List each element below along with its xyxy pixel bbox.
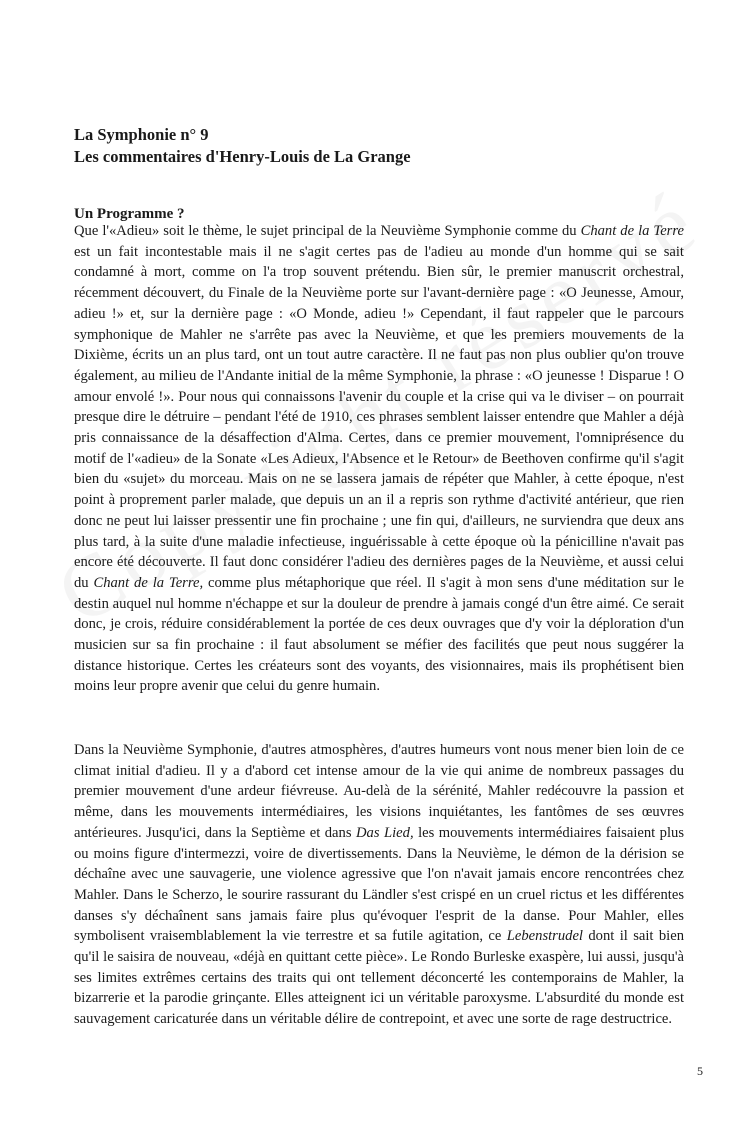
paragraph-text: Que l'«Adieu» soit le thème, le sujet principal de la Neuvième Symphonie comme du [74,223,581,239]
heading-title: La Symphonie n° 9 [74,125,209,144]
italic-title: Lebenstrudel [506,928,583,945]
italic-title: Chant de la Terre [580,223,684,239]
italic-title: Das Lied, [356,824,414,841]
paragraph-text: dont il sait bien qu'il le saisira de nouveau, «déjà en quittant cette pièce». Le Rondo Burleske exaspère, lui aussi, jusqu'à ses limites extrêmes certains des traits qui ont tellement déconcerté les contemporains de Mahler, la bizarrerie et la parodie grinçante. Elles atteignent ici un véritable paroxysme. L'absurdité du monde est sauvagement caricaturée dans un véritable délire de contrepoint, et avec une sorte de rage destructrice. [74,928,684,1028]
italic-title: Chant de la Terre, [93,574,204,591]
paragraph-text: comme plus métaphorique que réel. Il s'agit à mon sens d'une méditation sur le destin auquel nul homme n'échappe et sur la douleur de prendre à jamais congé d'un être aimé. Ce serait donc, je crois, réduire considérablement la portée de ces deux ouvrages que d'y voir la déploration d'un musicien sur sa fin prochaine : il faut absolument se méfier des facilités que peut nous suggérer la distance historique. Certes les créateurs sont des voyants, des visionnaires, mais ils prophétisent bien moins leur propre avenir que celui du genre humain. [74,574,684,695]
heading-subtitle: Les commentaires d'Henry-Louis de La Grange [74,147,411,166]
document-heading [74,124,684,168]
paragraph-1 [74,221,684,697]
paragraph-2 [74,740,684,1030]
paragraph-text: est un fait incontestable mais il ne s'agit certes pas de l'adieu au monde d'un homme qui se sait condamné à mort, comme on l'a trop souvent prétendu. Bien sûr, le premier manuscrit orchestral, récemment découvert, du Finale de la Neuvième porte sur l'avant-dernière page : «O Jeunesse, Amour, adieu !» et, sur la dernière page : «O Monde, adieu !» Cependant, il faut rappeler que le parcours symphonique de Mahler ne s'arrête pas avec la Neuvième, et que les premiers mouvements de la Dixième, écrits un an plus tard, ont un tout autre caractère. Il ne faut pas non plus oublier qu'on trouve également, au milieu de l'Andante initial de la même Symphonie, la phrase : «O jeunesse ! Disparue ! O amour envolé !». Pour nous qui connaissons l'avenir du couple et la crise qui va le diviser – on pourrait presque dire le détruire – pendant l'été de 1910, ces phrases semblent laisser entendre que Mahler a déjà pris connaissance de la désaffection d'Alma. Certes, dans ce premier mouvement, l'omniprésence du motif de l'«adieu» de la Sonate «Les Adieux, l'Absence et le Retour» de Beethoven confirme qu'il s'agit bien du «sujet» du morceau. Mais on ne se lassera jamais de répéter que Mahler, à cette époque, n'est point à proprement parler malade, que depuis un an il a repris son rythme d'activité antérieur, que rien donc ne peut lui laisser pressentir une fin prochaine ; une fin qui, d'ailleurs, ne surviendra que deux ans plus tard, à la suite d'une maladie infectieuse, inguérissable à cette époque où la pénicilline n'avait pas encore été découverte. Il faut donc considérer l'adieu des dernières pages de la Neuvième, et aussi celui du [74,243,684,591]
section-title: Un Programme ? [74,206,185,222]
page-number: 5 [697,1064,703,1078]
paragraph-text: les mouvements intermédiaires faisaient plus ou moins figure d'intermezzi, voire de divertissements. Dans la Neuvième, le démon de la dérision se déchaîne avec une sauvagerie, une violence agressive que l'on n'avait jamais encore rencontrées chez Mahler. Dans le Scherzo, le sourire rassurant du Ländler s'est crispé en un cruel rictus et les différentes danses s'y déchaînent sans jamais faire plus qu'évoquer l'esprit de la danse. Pour Mahler, elles symbolisent vraisemblablement la vie terrestre et sa futile agitation, ce [74,824,685,945]
paragraph-text: Dans la Neuvième Symphonie, d'autres atmosphères, d'autres humeurs vont nous mener bien loin de ce climat initial d'adieu. Il y a d'abord cet intense amour de la vie qui anime de nombreux passages du premier mouvement d'une ardeur fiévreuse. Au-delà de la sérénité, Mahler redécouvre la passion et même, dans les mouvements intermédiaires, les visions inquiétantes, les fantômes de ses œuvres antérieures. Jusqu'ici, dans la Septième et dans [74,742,684,841]
